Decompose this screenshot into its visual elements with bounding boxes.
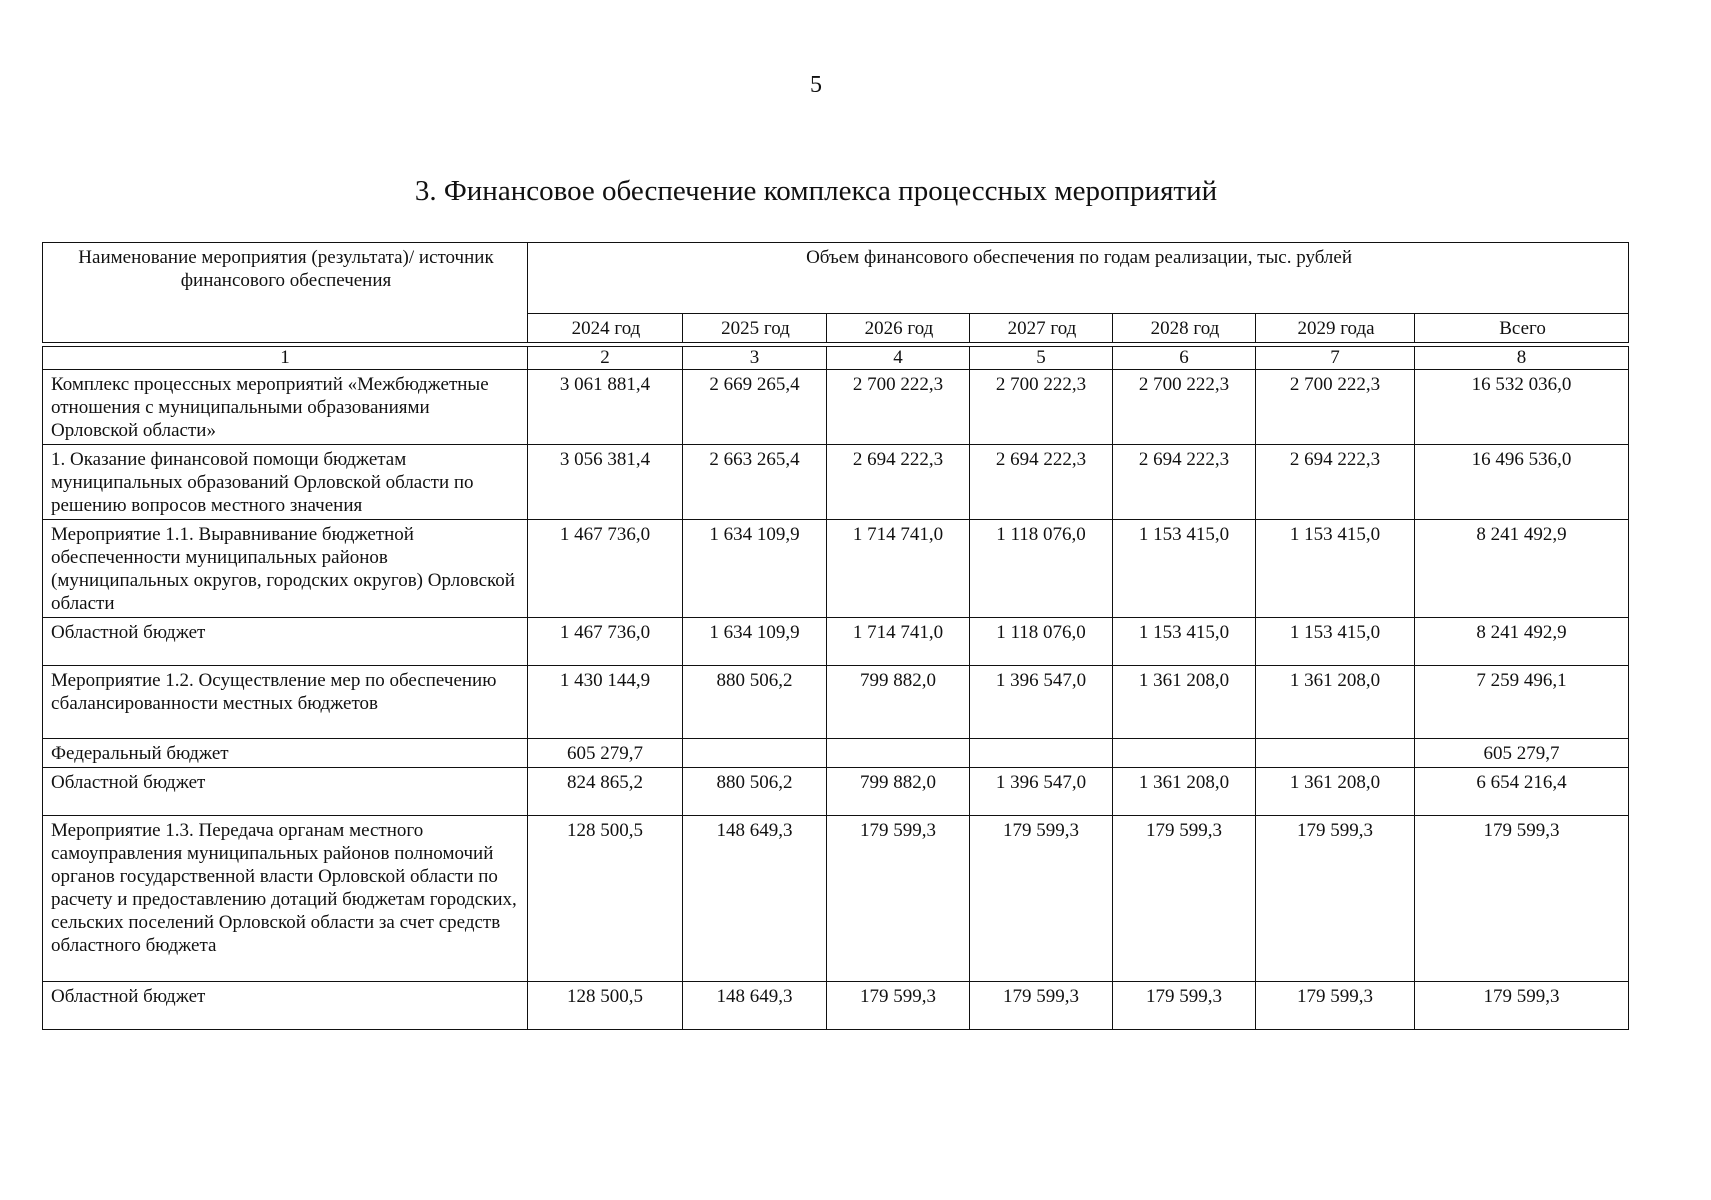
value-cell: 1 361 208,0	[1256, 666, 1415, 739]
value-cell: 1 396 547,0	[970, 666, 1113, 739]
value-cell: 880 506,2	[683, 666, 827, 739]
total-cell: 7 259 496,1	[1415, 666, 1629, 739]
value-cell: 1 714 741,0	[827, 618, 970, 666]
value-cell: 2 694 222,3	[1256, 445, 1415, 520]
value-cell: 1 153 415,0	[1113, 618, 1256, 666]
value-cell: 2 700 222,3	[827, 370, 970, 445]
value-cell: 605 279,7	[528, 739, 683, 768]
table-row	[43, 739, 1629, 768]
value-cell	[827, 739, 970, 768]
value-cell: 1 634 109,9	[683, 520, 827, 618]
column-number: 7	[1256, 347, 1415, 370]
value-cell: 1 153 415,0	[1256, 618, 1415, 666]
table-row	[43, 768, 1629, 816]
table-row	[43, 520, 1629, 618]
row-name: Мероприятие 1.1. Выравнивание бюджетной обеспеченности муниципальных районов (муниципальных округов, городских округов) Орловской области	[43, 520, 528, 618]
total-cell: 605 279,7	[1415, 739, 1629, 768]
page-number: 5	[810, 72, 822, 98]
year-header: 2028 год	[1113, 314, 1256, 343]
value-cell: 2 694 222,3	[970, 445, 1113, 520]
total-cell: 16 496 536,0	[1415, 445, 1629, 520]
value-cell: 1 118 076,0	[970, 618, 1113, 666]
value-cell: 179 599,3	[827, 982, 970, 1030]
table-row	[43, 666, 1629, 739]
header-name-cell: Наименование мероприятия (результата)/ источник финансового обеспечения	[43, 243, 528, 343]
row-name: Областной бюджет	[43, 768, 528, 816]
row-name: 1. Оказание финансовой помощи бюджетам муниципальных образований Орловской области по решению вопросов местного значения	[43, 445, 528, 520]
table-row	[43, 445, 1629, 520]
value-cell: 799 882,0	[827, 768, 970, 816]
value-cell: 179 599,3	[970, 816, 1113, 982]
value-cell: 148 649,3	[683, 816, 827, 982]
value-cell: 2 694 222,3	[827, 445, 970, 520]
year-header: 2026 год	[827, 314, 970, 343]
row-name: Комплекс процессных мероприятий «Межбюджетные отношения с муниципальными образованиями Орловской области»	[43, 370, 528, 445]
value-cell: 2 700 222,3	[970, 370, 1113, 445]
value-cell: 179 599,3	[1113, 816, 1256, 982]
value-cell: 1 467 736,0	[528, 520, 683, 618]
table-row	[43, 618, 1629, 666]
value-cell: 179 599,3	[827, 816, 970, 982]
column-number: 3	[683, 347, 827, 370]
value-cell	[683, 739, 827, 768]
value-cell: 2 700 222,3	[1256, 370, 1415, 445]
value-cell: 1 153 415,0	[1256, 520, 1415, 618]
table-row	[43, 982, 1629, 1030]
value-cell: 1 118 076,0	[970, 520, 1113, 618]
value-cell: 2 663 265,4	[683, 445, 827, 520]
value-cell: 179 599,3	[970, 982, 1113, 1030]
total-cell: 16 532 036,0	[1415, 370, 1629, 445]
value-cell: 1 467 736,0	[528, 618, 683, 666]
financing-table	[42, 242, 1629, 1030]
value-cell: 1 361 208,0	[1256, 768, 1415, 816]
year-header: 2024 год	[528, 314, 683, 343]
value-cell: 179 599,3	[1256, 982, 1415, 1030]
value-cell: 3 056 381,4	[528, 445, 683, 520]
value-cell: 799 882,0	[827, 666, 970, 739]
header-volume-cell: Объем финансового обеспечения по годам реализации, тыс. рублей	[528, 243, 1629, 314]
value-cell: 179 599,3	[1256, 816, 1415, 982]
value-cell: 1 634 109,9	[683, 618, 827, 666]
header-row-1	[43, 243, 1629, 314]
column-number-row	[43, 347, 1629, 370]
total-header: Всего	[1415, 314, 1629, 343]
table-row	[43, 816, 1629, 982]
value-cell: 1 361 208,0	[1113, 666, 1256, 739]
column-number: 5	[970, 347, 1113, 370]
row-name: Областной бюджет	[43, 618, 528, 666]
column-number: 8	[1415, 347, 1629, 370]
row-name: Мероприятие 1.2. Осуществление мер по обеспечению сбалансированности местных бюджетов	[43, 666, 528, 739]
value-cell: 824 865,2	[528, 768, 683, 816]
row-name: Областной бюджет	[43, 982, 528, 1030]
value-cell: 1 430 144,9	[528, 666, 683, 739]
column-number: 4	[827, 347, 970, 370]
value-cell: 1 396 547,0	[970, 768, 1113, 816]
total-cell: 179 599,3	[1415, 982, 1629, 1030]
value-cell: 148 649,3	[683, 982, 827, 1030]
row-name: Федеральный бюджет	[43, 739, 528, 768]
value-cell: 128 500,5	[528, 982, 683, 1030]
total-cell: 6 654 216,4	[1415, 768, 1629, 816]
value-cell	[1256, 739, 1415, 768]
value-cell: 880 506,2	[683, 768, 827, 816]
value-cell: 2 669 265,4	[683, 370, 827, 445]
year-header: 2029 года	[1256, 314, 1415, 343]
value-cell: 2 694 222,3	[1113, 445, 1256, 520]
total-cell: 179 599,3	[1415, 816, 1629, 982]
table-row	[43, 370, 1629, 445]
total-cell: 8 241 492,9	[1415, 520, 1629, 618]
page-title: 3. Финансовое обеспечение комплекса процессных мероприятий	[414, 175, 1218, 207]
column-number: 2	[528, 347, 683, 370]
column-number: 6	[1113, 347, 1256, 370]
year-header: 2025 год	[683, 314, 827, 343]
total-cell: 8 241 492,9	[1415, 618, 1629, 666]
value-cell: 128 500,5	[528, 816, 683, 982]
value-cell	[970, 739, 1113, 768]
column-number: 1	[43, 347, 528, 370]
value-cell: 3 061 881,4	[528, 370, 683, 445]
value-cell: 2 700 222,3	[1113, 370, 1256, 445]
year-header: 2027 год	[970, 314, 1113, 343]
value-cell: 1 361 208,0	[1113, 768, 1256, 816]
value-cell: 1 714 741,0	[827, 520, 970, 618]
row-name: Мероприятие 1.3. Передача органам местного самоуправления муниципальных районов полномочий органов государственной власти Орловской области по расчету и предоставлению дотаций бюджетам городских, сельских поселений Орловской области за счет средств областного бюджета	[43, 816, 528, 982]
value-cell	[1113, 739, 1256, 768]
value-cell: 179 599,3	[1113, 982, 1256, 1030]
value-cell: 1 153 415,0	[1113, 520, 1256, 618]
